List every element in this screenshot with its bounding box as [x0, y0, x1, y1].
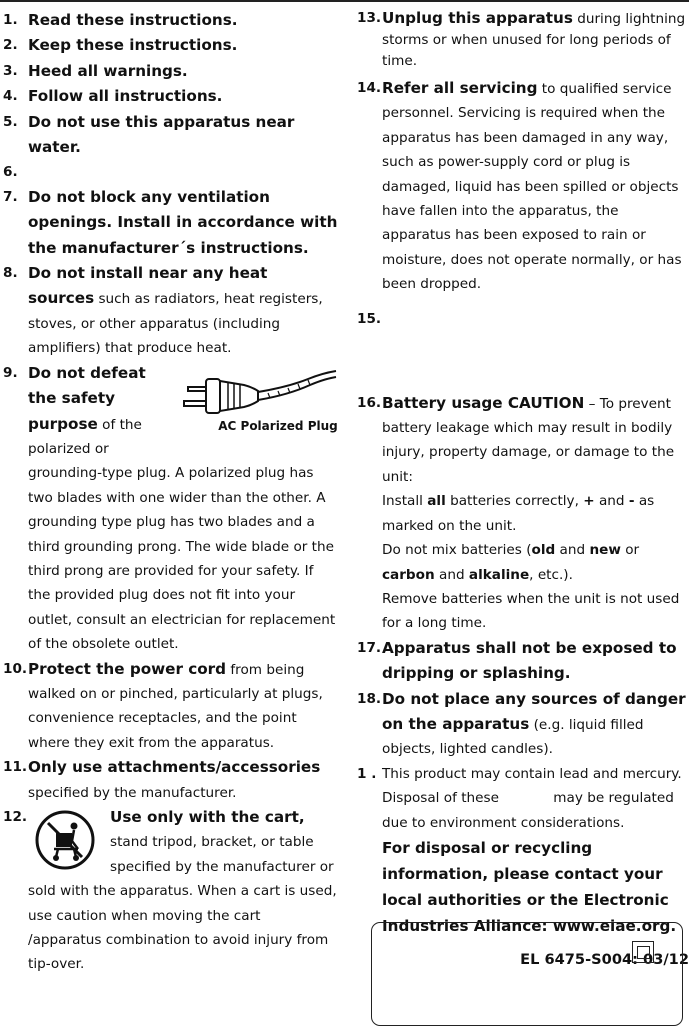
item-heading: Do not install near any heat sources — [28, 264, 268, 308]
left-column — [3, 8, 338, 977]
text: alkaline — [468, 566, 530, 583]
polarized-plug-icon — [178, 365, 338, 419]
top-rule — [0, 0, 689, 2]
battery-line-1 — [382, 489, 689, 538]
item-heading: Read these instructions. — [28, 11, 238, 29]
text: batteries correctly, — [445, 493, 584, 510]
item-heading: Follow all instructions. — [28, 87, 223, 106]
item-number: 3. — [3, 62, 18, 79]
item-number: 17. — [357, 639, 382, 656]
item-number: 13. — [357, 10, 382, 26]
item-text: to qualified service personnel. Servicing is required when the apparatus has been damaged in any way, such as power-supply cord or plug is damaged, liquid has been spilled or objects have fallen into the apparatus, the apparatus has been exposed to rain or moisture, does not operate normally, or has been dropped. — [382, 81, 682, 293]
battery-line-2 — [382, 538, 689, 587]
item-text: may be regulated due to environment considerations. — [382, 790, 674, 831]
recycling-info: For disposal or recycling information, please contact your local authorities or the Electronic Industries Alliance: www.eiae.org. — [382, 838, 677, 935]
item-heading: Keep these instructions. — [28, 36, 238, 55]
label-box — [371, 922, 683, 1026]
item-text: specified by the manufacturer. — [28, 784, 237, 801]
instruction-12 — [3, 805, 338, 977]
item-text: stand tripod, bracket, or table specified by the manufacturer or sold with the apparatus. When a cart is used, use caution when moving the cart /apparatus combination to avoid injury from tip-over. — [28, 834, 337, 973]
item-number: 12. — [3, 809, 28, 825]
item-number: 5. — [3, 113, 18, 130]
plug-caption: AC Polarized Plug — [218, 418, 338, 433]
item-number: 1. — [3, 12, 18, 28]
cart-warning-icon — [34, 809, 96, 871]
instruction-19 — [357, 762, 689, 939]
right-column — [357, 8, 689, 968]
item-heading: Do not block any ventilation openings. Install in accordance with the manufacturer´s instructions. — [28, 187, 338, 257]
item-heading: Use only with the cart, — [110, 808, 305, 826]
item-heading: Apparatus shall not be exposed to dripping or splashing. — [382, 638, 677, 683]
item-number: 6. — [3, 164, 18, 181]
item-number: 10. — [3, 660, 28, 677]
item-text: (e.g. liquid filled objects, lighted candles). — [382, 716, 644, 758]
text: Install — [382, 493, 428, 510]
item-number: 1 . — [357, 765, 377, 782]
instruction-10 — [3, 657, 338, 756]
plus-sign: + — [583, 493, 595, 510]
instruction-15 — [357, 307, 689, 391]
instruction-14 — [357, 76, 689, 297]
item-number: 4. — [3, 88, 18, 105]
instruction-5 — [3, 110, 338, 161]
instruction-11 — [3, 755, 338, 805]
item-heading: Do not place any sources of danger on the apparatus — [382, 689, 686, 733]
item-heading: Protect the power cord — [28, 659, 227, 678]
instruction-16 — [357, 391, 689, 636]
item-text: from being walked on or pinched, particularly at plugs, convenience receptacles, and the point where they exit from the apparatus. — [28, 661, 323, 751]
text: as marked on the unit. — [382, 493, 655, 534]
instruction-8 — [3, 261, 338, 361]
item-text: such as radiators, heat registers, stoves, or other apparatus (including amplifiers) that produce heat. — [28, 291, 323, 357]
item-heading: Only use attachments/accessories — [28, 758, 321, 777]
item-heading: Refer all servicing — [382, 79, 538, 97]
text: new — [589, 542, 621, 559]
item-text: during lightning storms or when unused for long periods of time. — [382, 11, 686, 69]
text: carbon — [382, 566, 435, 583]
item-number: 14. — [357, 80, 382, 96]
item-number: 8. — [3, 265, 18, 282]
item-heading: Battery usage CAUTION — [382, 393, 585, 412]
item-number: 2. — [3, 37, 18, 54]
minus-sign: - — [628, 493, 635, 510]
text: or — [620, 542, 640, 559]
instruction-13 — [357, 8, 689, 72]
item-number: 15. — [357, 310, 382, 327]
ac-polarized-plug-figure — [178, 365, 338, 455]
item-text: This product may contain lead and mercury. Disposal of these — [382, 765, 682, 807]
battery-line-3: Remove batteries when the unit is not used for a long time. — [382, 590, 680, 632]
text: and — [555, 542, 590, 559]
text: and — [594, 493, 629, 510]
instruction-3 — [3, 59, 338, 84]
item-heading: Unplug this apparatus — [382, 9, 573, 27]
item-heading: Do not use this apparatus near water. — [28, 112, 295, 157]
item-heading: Heed all warnings. — [28, 61, 188, 80]
text: old — [531, 542, 556, 559]
instruction-7 — [3, 185, 338, 261]
instruction-17 — [357, 636, 689, 687]
item-text: – To prevent battery leakage which may result in bodily injury, property damage, or damage to the unit: — [382, 395, 675, 485]
item-text: of the polarized or grounding-type plug. A polarized plug has two blades with one wider than the other. A grounding type plug has two blades and a third grounding prong. The wide blade or the third prong are provided for your safety. If the provided plug does not fit into your outlet, consult an electrician for replacement of the obsolete outlet. — [28, 416, 336, 653]
text: all — [427, 493, 446, 510]
item-heading: Do not defeat the safety purpose — [28, 363, 146, 433]
document-id: EL 6475-S004: 03/12 — [520, 950, 689, 968]
instruction-18 — [357, 687, 689, 762]
item-number: 16. — [357, 394, 382, 411]
item-number: 11. — [3, 759, 28, 776]
instruction-2 — [3, 33, 338, 58]
text: and — [434, 566, 469, 583]
text: , etc.). — [529, 566, 573, 583]
double-insulation-icon — [632, 941, 654, 963]
item-number: 7. — [3, 188, 18, 205]
instruction-6 — [3, 160, 338, 184]
instruction-1 — [3, 8, 338, 33]
item-number: 9. — [3, 364, 18, 381]
instruction-9 — [3, 361, 338, 657]
instruction-4 — [3, 84, 338, 109]
item-number: 18. — [357, 690, 382, 707]
text: Do not mix batteries ( — [382, 542, 532, 559]
